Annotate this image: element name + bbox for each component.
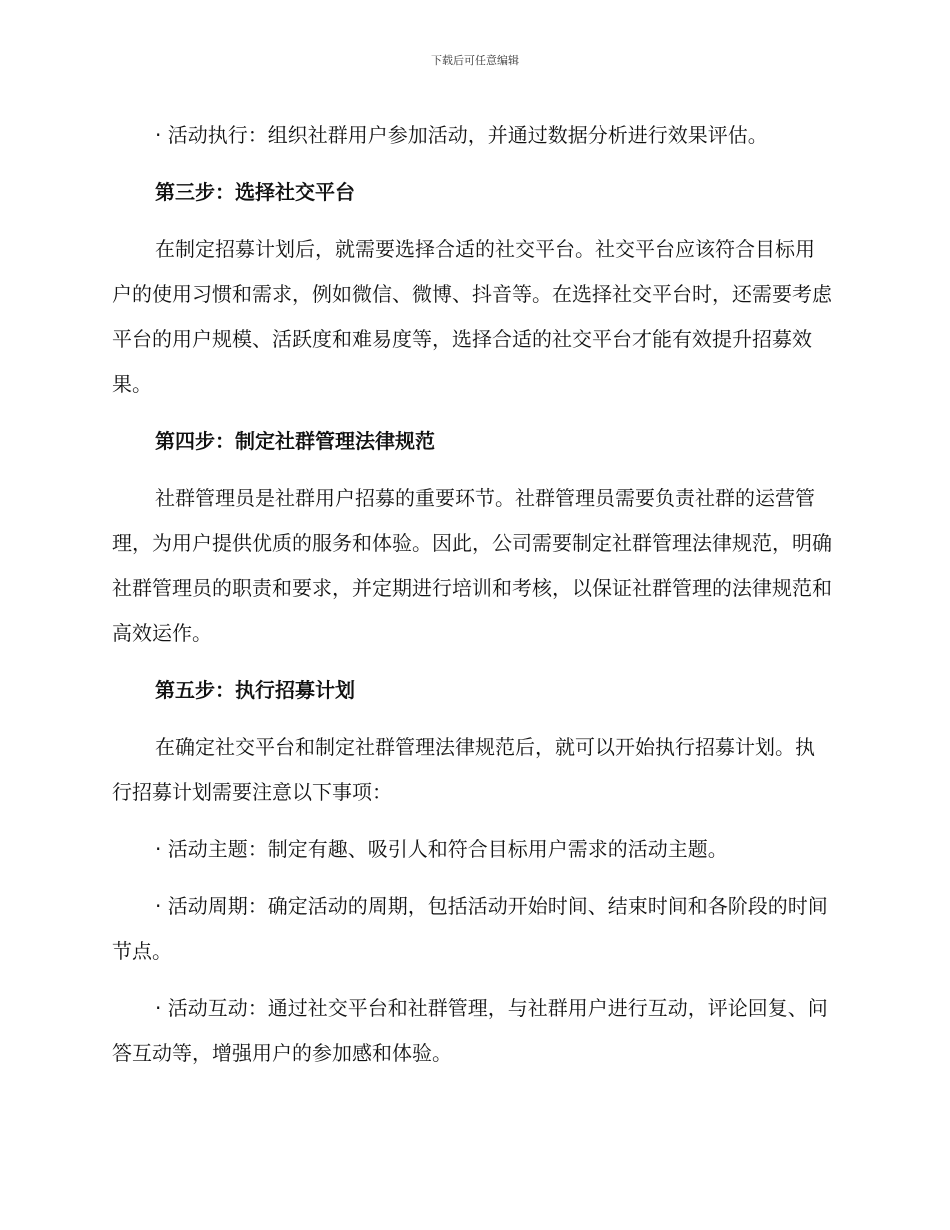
- bullet-activity-interaction: · 活动互动：通过社交平台和社群管理，与社群用户进行互动，评论回复、问答互动等，增强用户的参加感和体验。: [112, 996, 828, 1065]
- paragraph-execute-plan: 在确定社交平台和制定社群管理法律规范后，就可以开始执行招募计划。执行招募计划需要注意以下事项：: [112, 735, 815, 804]
- bullet-activity-execution: · 活动执行：组织社群用户参加活动，并通过数据分析进行效果评估。: [155, 123, 768, 147]
- document-body: [112, 113, 834, 1088]
- section-heading-step-5: 第五步：执行招募计划: [155, 678, 355, 702]
- paragraph-community-rules: 社群管理员是社群用户招募的重要环节。社群管理员需要负责社群的运营管理，为用户提供优质的服务和体验。因此，公司需要制定社群管理法律规范，明确社群管理员的职责和要求，并定期进行培训和考核，以保证社群管理的法律规范和高效运作。: [112, 486, 832, 645]
- section-heading-step-3: 第三步：选择社交平台: [155, 180, 355, 204]
- paragraph-choose-platform: 在制定招募计划后，就需要选择合适的社交平台。社交平台应该符合目标用户的使用习惯和需求，例如微信、微博、抖音等。在选择社交平台时，还需要考虑平台的用户规模、活跃度和难易度等，选择合适的社交平台才能有效提升招募效果。: [112, 237, 832, 396]
- bullet-activity-cycle: · 活动周期：确定活动的周期，包括活动开始时间、结束时间和各阶段的时间节点。: [112, 894, 828, 963]
- section-heading-step-4: 第四步：制定社群管理法律规范: [155, 429, 435, 453]
- page-header: 下载后可任意编辑: [431, 54, 519, 67]
- bullet-activity-theme: · 活动主题：制定有趣、吸引人和符合目标用户需求的活动主题。: [155, 837, 728, 861]
